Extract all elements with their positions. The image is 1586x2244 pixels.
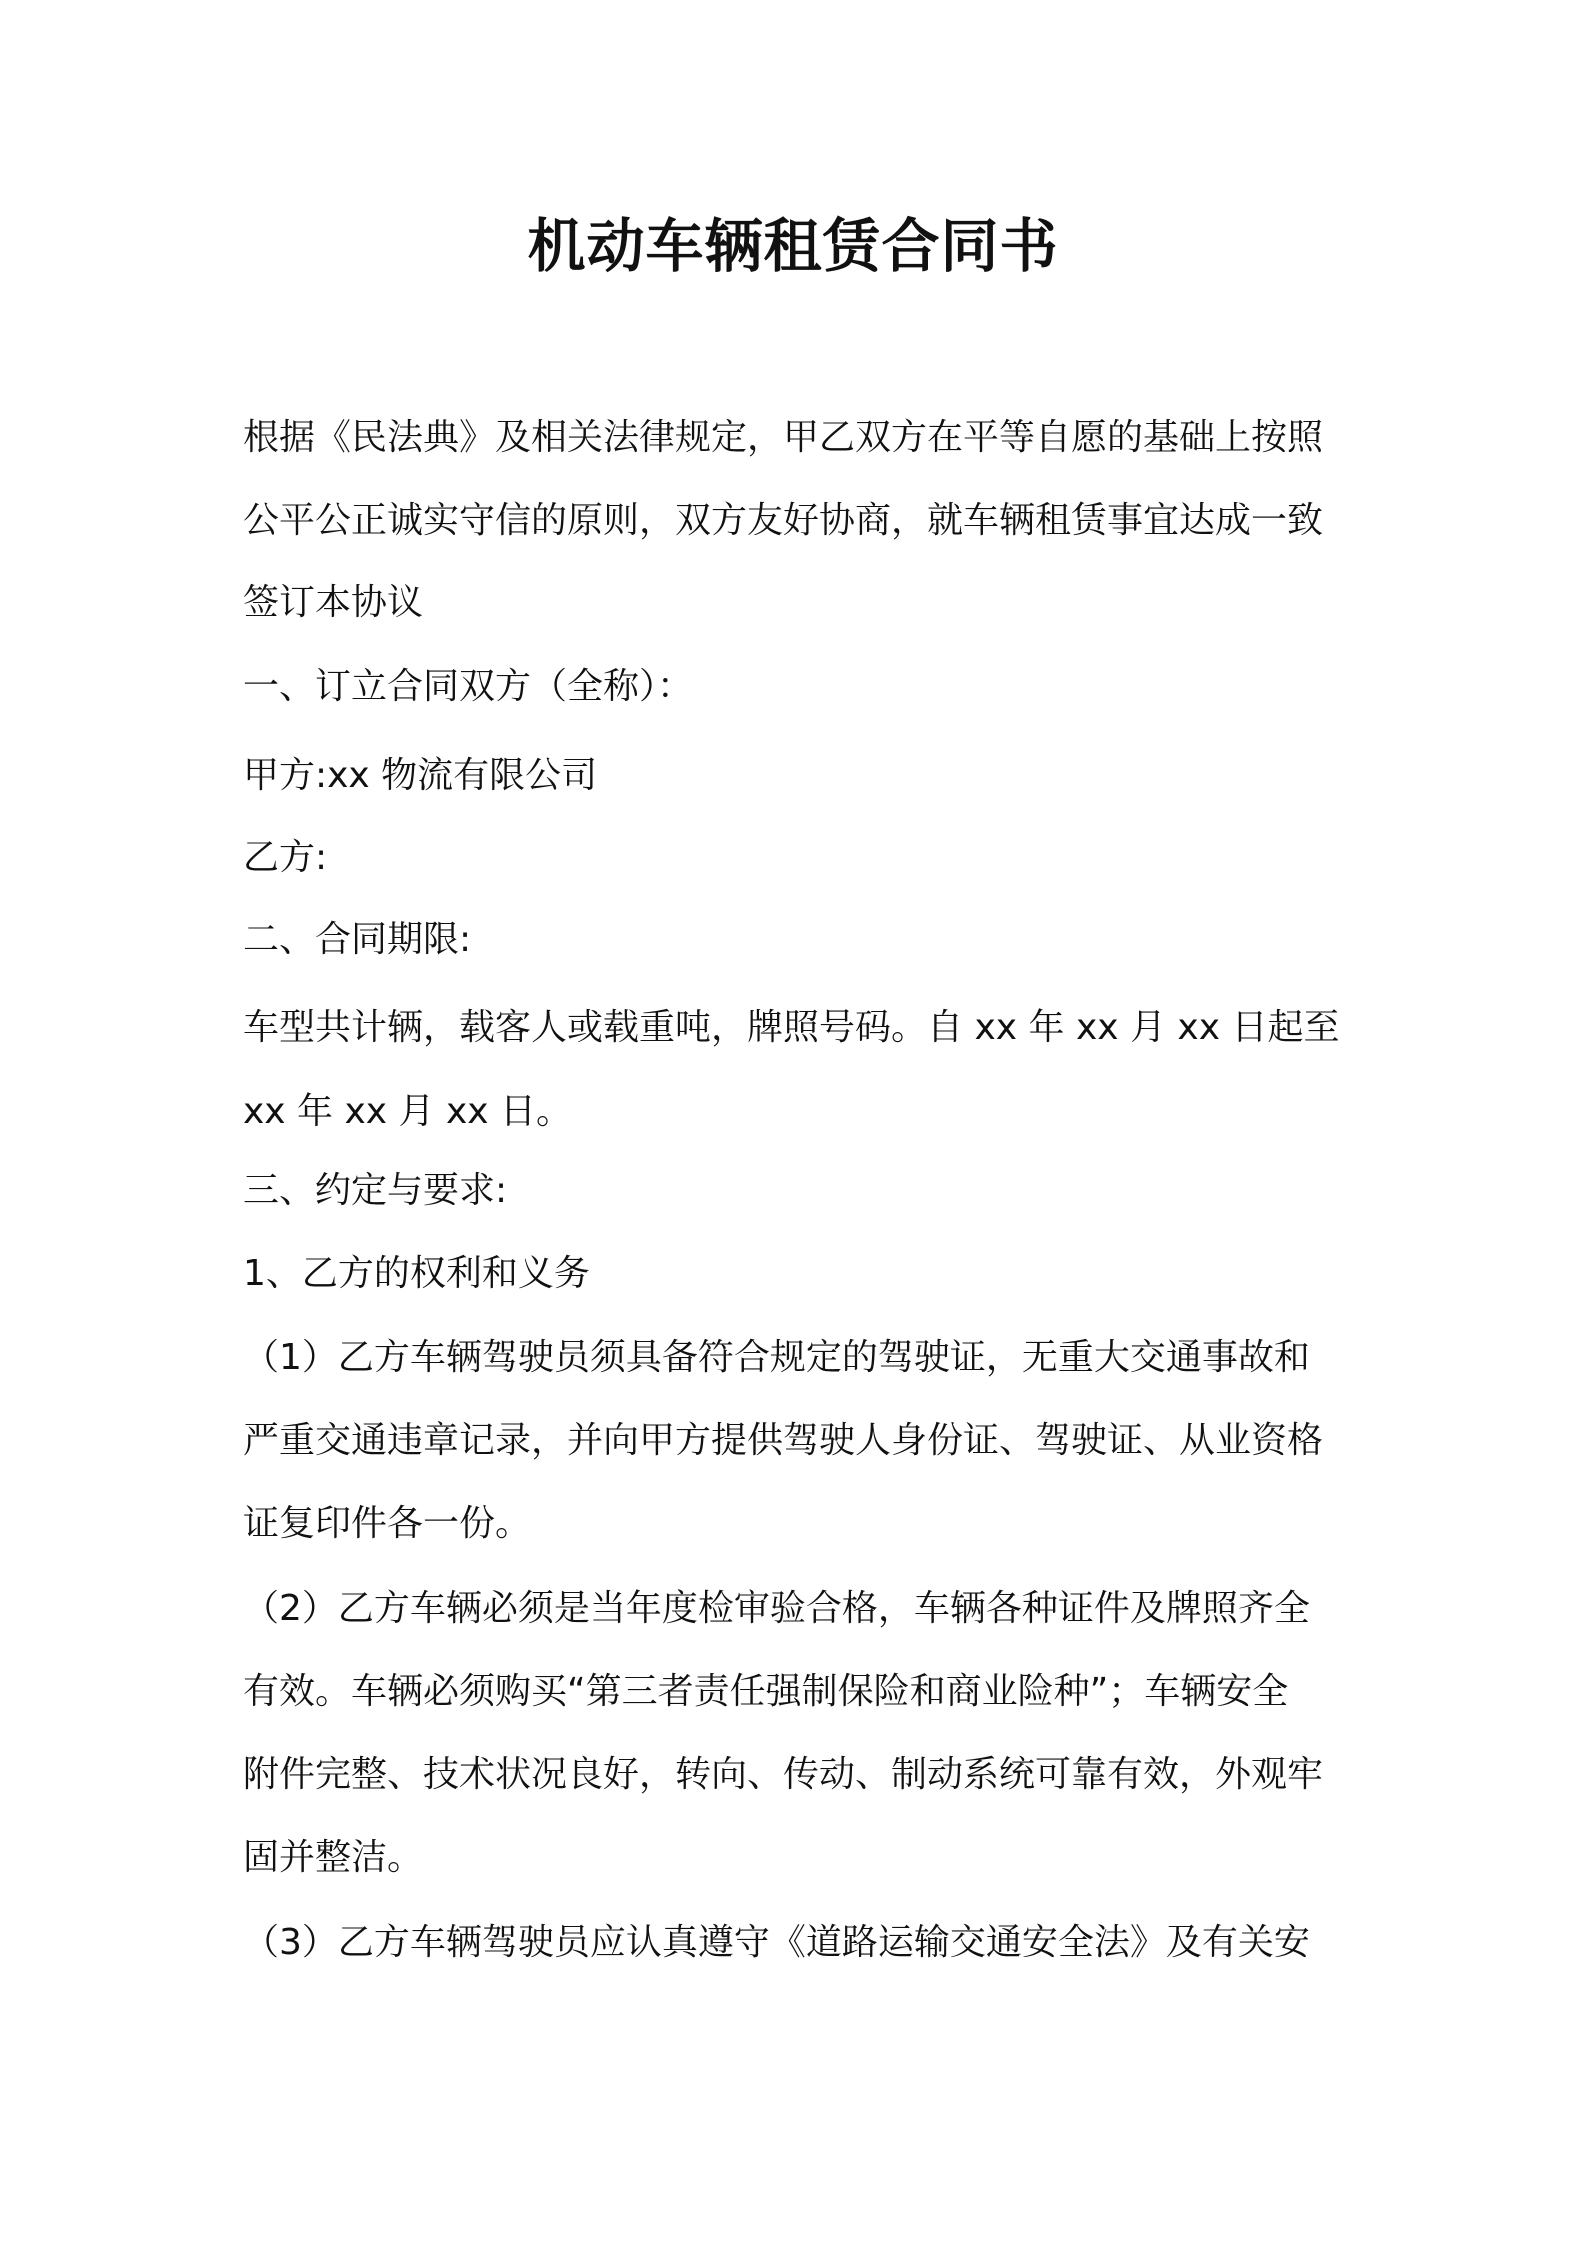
section-heading: 二、合同期限:: [243, 919, 472, 960]
clause-line: 证复印件各一份。: [243, 1503, 532, 1544]
clause-line: 严重交通违章记录，并向甲方提供驾驶人身份证、驾驶证、从业资格: [243, 1420, 1324, 1461]
paragraph-line: 车型共计辆，载客人或载重吨，牌照号码。自 xx 年 xx 月 xx 日起至: [243, 1007, 1340, 1048]
party-a-line: 甲方:xx 物流有限公司: [243, 755, 598, 796]
section-heading: 三、约定与要求:: [243, 1170, 508, 1211]
clause-line: （3）乙方车辆驾驶员应认真遵守《道路运输交通安全法》及有关安: [243, 1922, 1310, 1963]
document-title: 机动车辆租赁合同书: [527, 212, 1059, 280]
paragraph-line: 签订本协议: [243, 582, 424, 623]
clause-line: 有效。车辆必须购买“第三者责任强制保险和商业险种”；车辆安全: [243, 1671, 1289, 1712]
section-heading: 一、订立合同双方（全称）：: [243, 666, 694, 707]
clause-line: 固并整洁。: [243, 1837, 424, 1878]
paragraph-line: 公平公正诚实守信的原则，双方友好协商，就车辆租赁事宜达成一致: [243, 500, 1324, 541]
party-b-line: 乙方:: [243, 837, 328, 878]
clause-line: （1）乙方车辆驾驶员须具备符合规定的驾驶证，无重大交通事故和: [243, 1337, 1310, 1378]
clause-line: （2）乙方车辆必须是当年度检审验合格，车辆各种证件及牌照齐全: [243, 1588, 1310, 1629]
clause-line: 附件完整、技术状况良好，转向、传动、制动系统可靠有效，外观牢: [243, 1754, 1324, 1795]
subsection-heading: 1、乙方的权利和义务: [243, 1253, 590, 1294]
paragraph-line: xx 年 xx 月 xx 日。: [243, 1091, 573, 1132]
paragraph-line: 根据《民法典》及相关法律规定，甲乙双方在平等自愿的基础上按照: [243, 417, 1324, 458]
